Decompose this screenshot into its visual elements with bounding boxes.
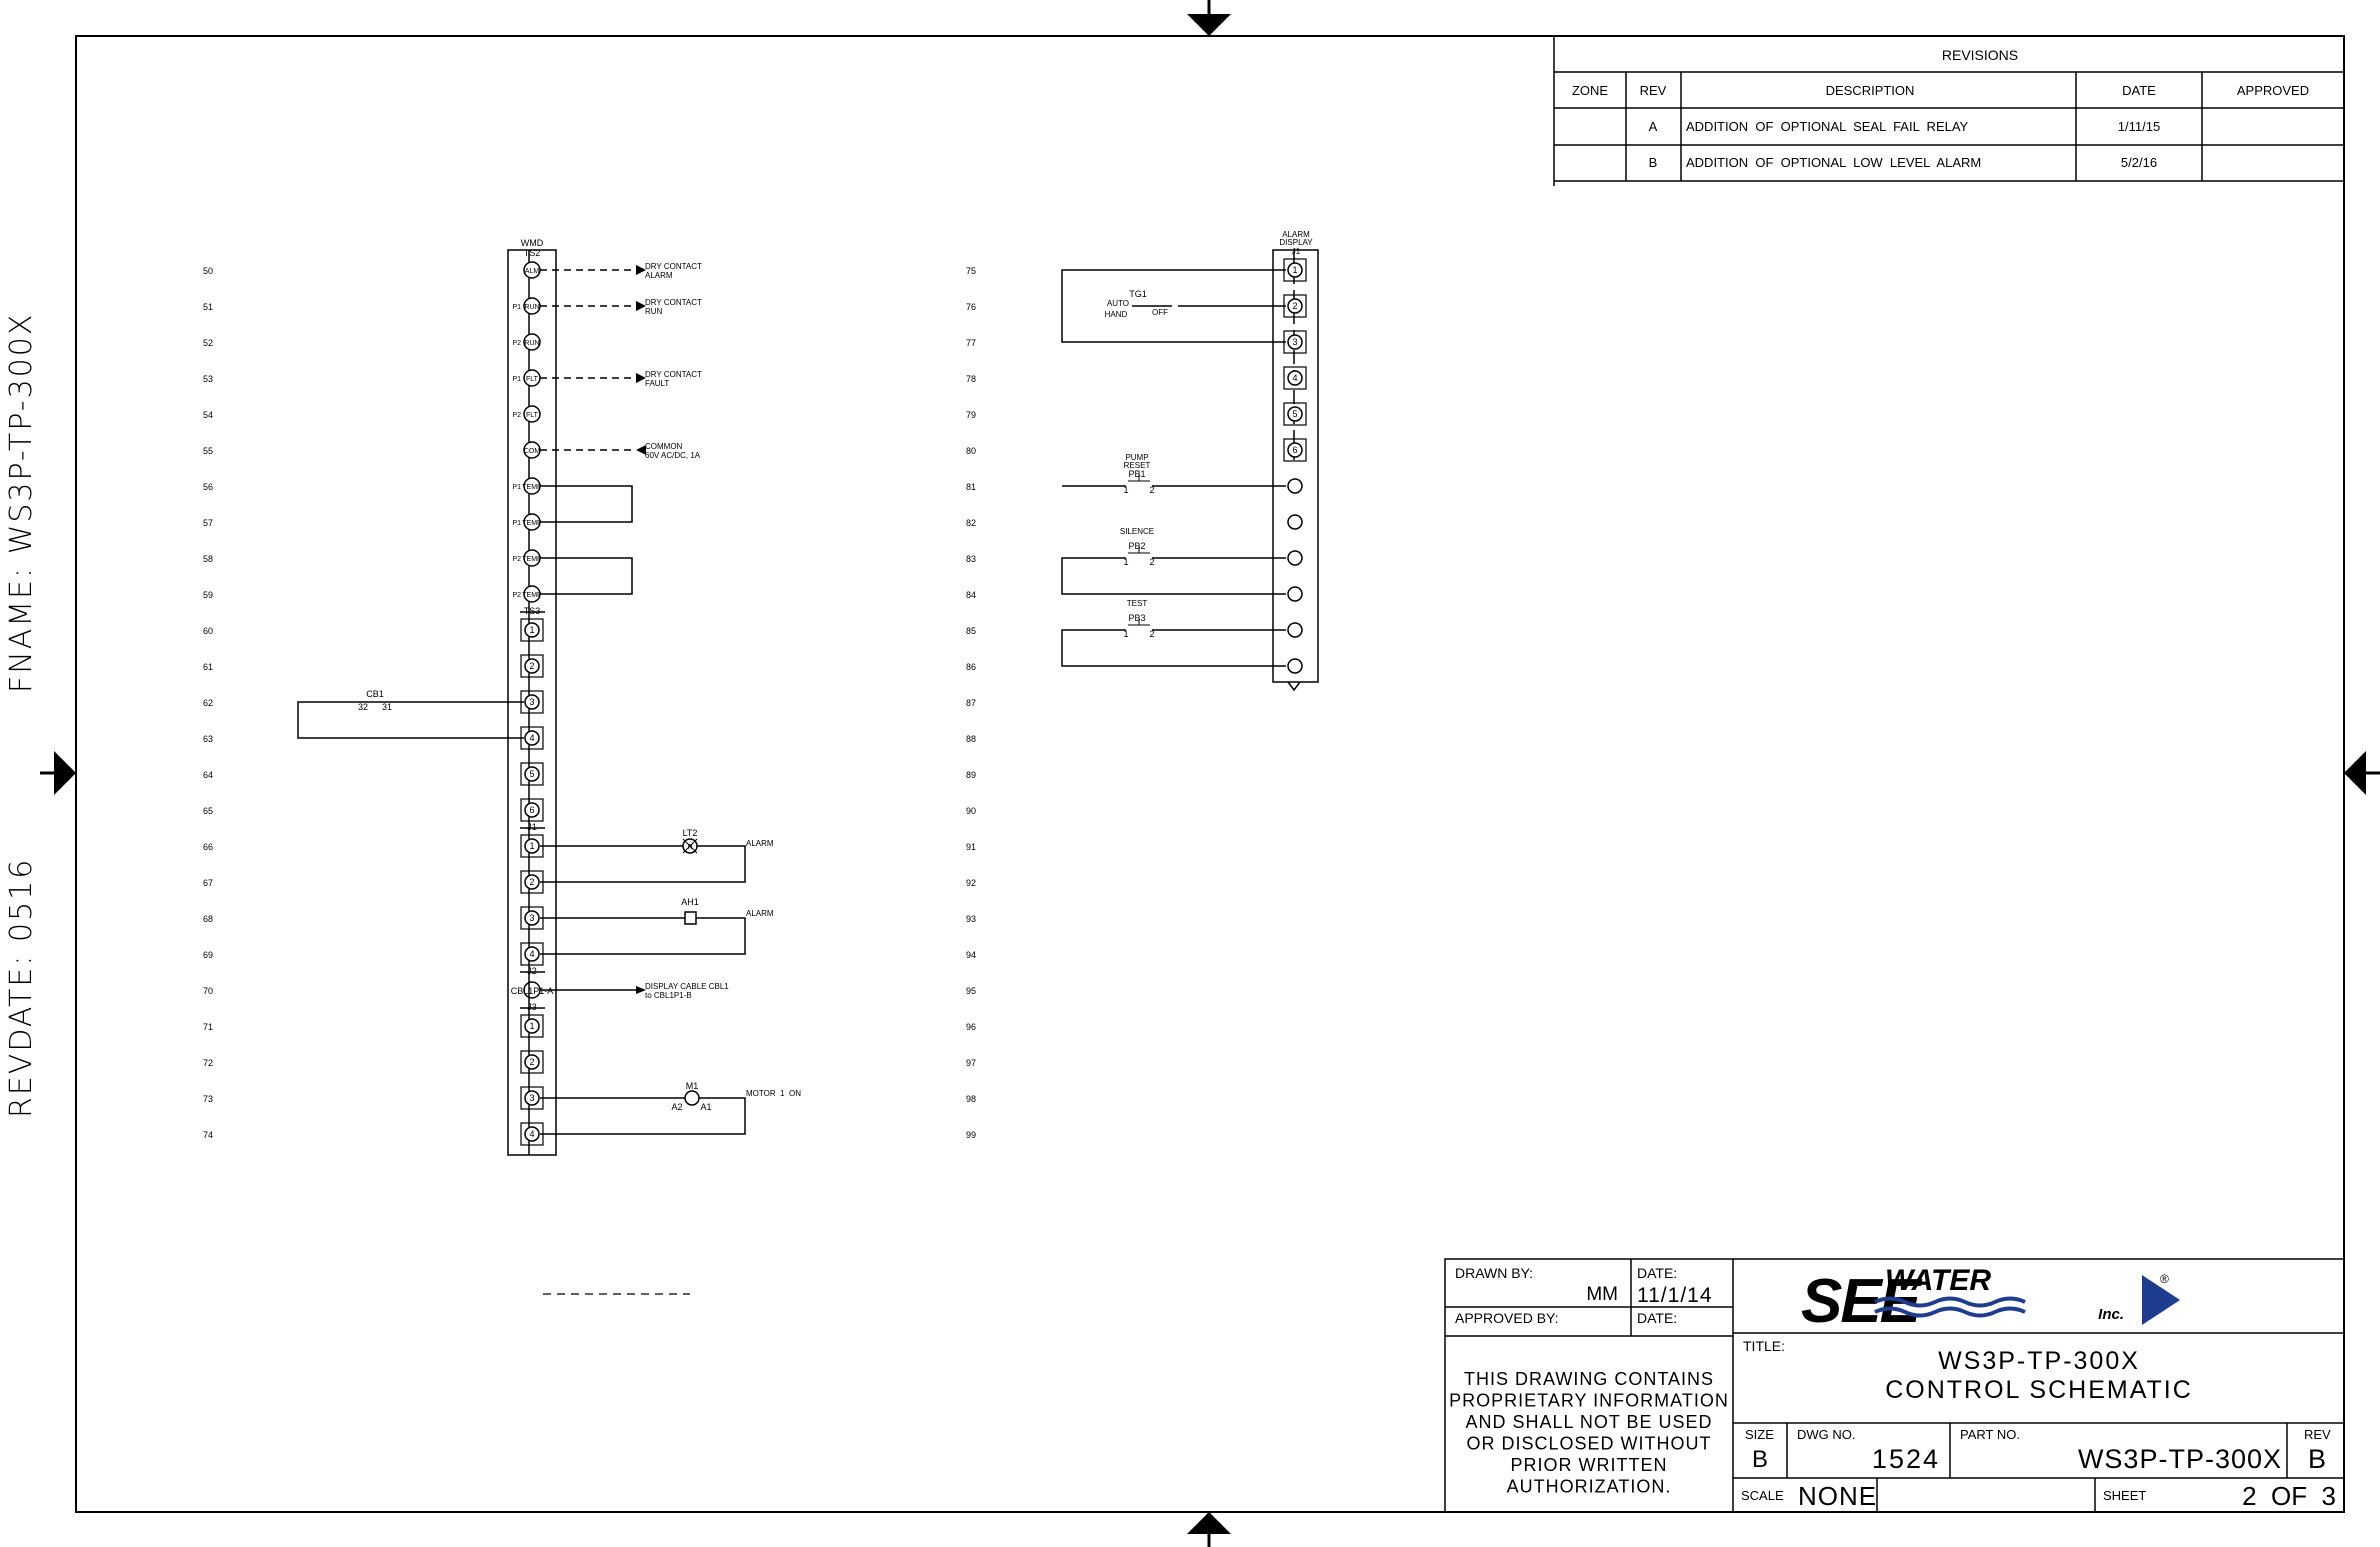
row-number: 78 (965, 374, 977, 384)
rev-row-b-rev: B (1648, 155, 1658, 170)
terminal-number: 3 (529, 913, 535, 923)
revdate-margin-text: REVDATE: 0516 (4, 857, 39, 1118)
title-line-1: WS3P-TP-300X (1938, 1347, 2140, 1375)
open-terminal (1288, 551, 1302, 565)
j2-label: J2 (527, 966, 537, 976)
m1-label: M1 (685, 1081, 699, 1091)
part-no-label: PART NO. (1960, 1427, 2020, 1442)
pb2-caption: SILENCE (1119, 527, 1155, 536)
center-mark-top (1187, 0, 1231, 36)
row-number: 54 (202, 410, 214, 420)
row-number: 92 (965, 878, 977, 888)
pb1-pin-2: 2 (1149, 485, 1155, 495)
terminal-label: RUN (524, 340, 540, 347)
open-terminal (1288, 587, 1302, 601)
seewater-logo (1801, 1264, 2180, 1336)
terminal-label: TEMP (522, 520, 542, 527)
row-number: 65 (202, 806, 214, 816)
common-line1: COMMON (645, 442, 683, 451)
row-number: 86 (965, 662, 977, 672)
open-terminal (1288, 515, 1302, 529)
terminal-number: 4 (529, 733, 535, 743)
row-number: 56 (202, 482, 214, 492)
row-number: 57 (202, 518, 214, 528)
pb2-pin-1: 1 (1123, 557, 1129, 567)
terminal-prefix: P1 (512, 304, 521, 311)
terminal-label: TEMP (522, 592, 542, 599)
row-number: 87 (965, 698, 977, 708)
ah1-label: AH1 (681, 897, 699, 907)
terminal-number: 2 (529, 661, 535, 671)
rev-label: REV (2304, 1427, 2331, 1442)
row-number: 71 (202, 1022, 214, 1032)
logo-inc: Inc. (2098, 1306, 2124, 1323)
row-number: 77 (965, 338, 977, 348)
pb1-caption-line1: PUMP (1125, 453, 1149, 462)
row-number: 67 (202, 878, 214, 888)
row-number: 74 (202, 1130, 214, 1140)
row-number: 89 (965, 770, 977, 780)
row-number: 59 (202, 590, 214, 600)
run-contact-line1: DRY CONTACT (645, 298, 702, 307)
notice-line: OR DISCLOSED WITHOUT (1466, 1433, 1712, 1454)
terminal-number: 1 (529, 1021, 535, 1031)
row-number: 76 (965, 302, 977, 312)
proprietary-notice (1449, 1369, 1729, 1497)
rev-header-date: DATE (2122, 83, 2156, 98)
rev-row-b-date: 5/2/16 (2120, 155, 2158, 170)
j3-label: J3 (527, 1002, 537, 1012)
j2-terminal-label: CBL1P1-A (510, 986, 554, 996)
notice-line: THIS DRAWING CONTAINS (1464, 1369, 1714, 1389)
pb3-pin-2: 2 (1149, 629, 1155, 639)
j3-terminals (521, 1015, 543, 1145)
terminal-label: COM (523, 448, 541, 455)
rev-row-a-rev: A (1648, 119, 1658, 134)
row-number: 73 (202, 1094, 214, 1104)
pb1-pin-1: 1 (1123, 485, 1129, 495)
date-label: DATE: (1637, 1265, 1678, 1281)
terminal-prefix: P1 (512, 520, 521, 527)
j1-terminals (521, 835, 543, 965)
ladder-left-row-numbers (203, 266, 213, 1140)
tg1-auto: AUTO (1106, 299, 1130, 308)
revisions-title: REVISIONS (1941, 47, 2019, 63)
row-number: 96 (965, 1022, 977, 1032)
row-number: 83 (965, 554, 977, 564)
dwg-no-label: DWG NO. (1797, 1427, 1856, 1442)
approved-date-label: DATE: (1637, 1310, 1678, 1326)
row-number: 94 (965, 950, 977, 960)
logo-water: WATER (1884, 1264, 1992, 1297)
notice-line: AND SHALL NOT BE USED (1465, 1412, 1713, 1432)
rev-row-b-description: ADDITION OF OPTIONAL LOW LEVEL ALARM (1686, 155, 1982, 170)
row-number: 53 (202, 374, 214, 384)
rev-value: B (2307, 1444, 2327, 1474)
size-value: B (1751, 1446, 1769, 1473)
open-terminal (1288, 659, 1302, 673)
notice-line: PRIOR WRITTEN (1510, 1455, 1668, 1475)
fname-margin-text: FNAME: WS3P-TP-300X (4, 312, 39, 693)
common-line2: 60V AC/DC, 1A (645, 451, 701, 460)
row-number: 95 (965, 986, 977, 996)
row-number: 80 (965, 446, 977, 456)
pushbutton-wiring (1062, 486, 1286, 666)
row-number: 93 (965, 914, 977, 924)
terminal-number: 1 (529, 841, 535, 851)
pushbutton-gaps (1126, 481, 1155, 635)
display-cable-line1: DISPLAY CABLE CBL1 (645, 982, 729, 991)
terminal-label: FLT (526, 412, 538, 419)
row-number: 58 (202, 554, 214, 564)
row-number: 91 (965, 842, 977, 852)
scale-label: SCALE (1741, 1488, 1784, 1503)
terminal-number: 4 (1292, 373, 1298, 383)
motor-on-text: MOTOR 1 ON (746, 1089, 801, 1098)
sheet-border (76, 36, 2344, 1512)
rev-row-a-description: ADDITION OF OPTIONAL SEAL FAIL RELAY (1686, 119, 1969, 134)
row-number: 85 (965, 626, 977, 636)
ts3-label: TS3 (523, 606, 541, 616)
lt2-mark: R (687, 844, 693, 851)
m1-motor-icon (685, 1091, 699, 1105)
terminal-prefix: P2 (512, 592, 521, 599)
pb3-pin-1: 1 (1123, 629, 1129, 639)
date-value: 11/1/14 (1637, 1284, 1713, 1307)
terminal-number: 4 (529, 949, 535, 959)
rev-header-description: DESCRIPTION (1825, 83, 1915, 98)
lt2-label: LT2 (682, 828, 698, 838)
row-number: 64 (202, 770, 214, 780)
terminal-label: FLT (526, 376, 538, 383)
approved-by-label: APPROVED BY: (1455, 1310, 1559, 1326)
fault-contact-line1: DRY CONTACT (645, 370, 702, 379)
row-number: 98 (965, 1094, 977, 1104)
row-number: 82 (965, 518, 977, 528)
rev-header-rev: REV (1639, 83, 1667, 98)
rev-header-zone: ZONE (1571, 83, 1609, 98)
row-number: 84 (965, 590, 977, 600)
open-terminal (1288, 479, 1302, 493)
sheet-value: 2 OF 3 (2242, 1481, 2336, 1511)
terminal-label: TEMP (522, 556, 542, 563)
terminal-number: 1 (529, 625, 535, 635)
logo-see: SEE (1800, 1267, 1920, 1336)
terminal-label: RUN (524, 304, 540, 311)
size-label: SIZE (1745, 1427, 1774, 1442)
terminal-number: 3 (529, 1093, 535, 1103)
row-number: 81 (965, 482, 977, 492)
terminal-prefix: P1 (512, 376, 521, 383)
drawn-by-label: DRAWN BY: (1455, 1265, 1534, 1281)
terminal-number: 2 (529, 877, 535, 887)
center-mark-bottom (1187, 1512, 1231, 1547)
m1-pin-a1: A1 (700, 1102, 712, 1112)
row-number: 72 (202, 1058, 214, 1068)
terminal-number: 2 (529, 1057, 535, 1067)
row-number: 50 (202, 266, 214, 276)
ts2-header: TS2 (523, 248, 541, 258)
row-number: 69 (202, 950, 214, 960)
part-no-value: WS3P-TP-300X (2077, 1444, 2282, 1474)
row-number: 61 (202, 662, 214, 672)
ts2-header-top: WMD (520, 238, 544, 248)
lt2-alarm-text: ALARM (746, 839, 774, 848)
terminal-label: TEMP (522, 484, 542, 491)
m1-pin-a2: A2 (671, 1102, 683, 1112)
terminal-number: 6 (529, 805, 535, 815)
row-number: 62 (202, 698, 214, 708)
fault-contact-line2: FAULT (645, 379, 670, 388)
row-number: 90 (965, 806, 977, 816)
j1-label: J1 (527, 822, 537, 832)
dry-contact-wiring (540, 270, 636, 450)
tg1-hand: HAND (1104, 310, 1128, 319)
cb1-circuit (298, 702, 524, 738)
terminal-number: 4 (529, 1129, 535, 1139)
row-number: 79 (965, 410, 977, 420)
terminal-number: 2 (1292, 301, 1298, 311)
alarm-display-header-line1: ALARM (1282, 230, 1310, 239)
row-number: 88 (965, 734, 977, 744)
temp-loops (540, 486, 632, 594)
row-number: 99 (965, 1130, 977, 1140)
terminal-prefix: P2 (512, 412, 521, 419)
row-number: 55 (202, 446, 214, 456)
ah1-alarm-text: ALARM (746, 909, 774, 918)
center-mark-left (40, 751, 76, 795)
terminal-prefix: P1 (512, 484, 521, 491)
right-open-terminals (1288, 479, 1302, 673)
terminal-number: 6 (1292, 445, 1298, 455)
motor-wiring (540, 1098, 745, 1134)
row-number: 97 (965, 1058, 977, 1068)
dry-contact-arrows (636, 265, 646, 455)
logo-registered: ® (2160, 1272, 2169, 1286)
rev-header-approved: APPROVED (2236, 83, 2310, 98)
pb3-caption: TEST (1126, 599, 1148, 608)
j1-alarm-wiring (540, 846, 745, 954)
terminal-label: ALM (524, 268, 540, 275)
pb2-tag: PB2 (1128, 541, 1146, 551)
pb1-caption-line2: RESET (1123, 461, 1151, 470)
display-cable-line2: to CBL1P1-B (645, 991, 692, 1000)
row-number: 66 (202, 842, 214, 852)
rev-row-a-date: 1/11/15 (2117, 119, 2161, 134)
title-line-2: CONTROL SCHEMATIC (1885, 1376, 2193, 1404)
row-number: 51 (202, 302, 214, 312)
ah1-horn-icon (685, 912, 696, 924)
alarm-contact-line2: ALARM (645, 271, 673, 280)
alarm-contact-line1: DRY CONTACT (645, 262, 702, 271)
pb3-tag: PB3 (1128, 613, 1146, 623)
ts2-terminals (512, 262, 542, 602)
title-label: TITLE: (1743, 1338, 1786, 1354)
row-number: 52 (202, 338, 214, 348)
scale-value: NONE (1798, 1481, 1878, 1511)
row-number: 75 (965, 266, 977, 276)
ladder-right-row-numbers (966, 266, 976, 1140)
terminal-number: 5 (529, 769, 535, 779)
terminal-number: 1 (1292, 265, 1298, 275)
dwg-no-value: 1524 (1871, 1444, 1940, 1474)
row-number: 70 (202, 986, 214, 996)
cb1-label: CB1 (366, 689, 384, 699)
alarm-display-header-line2: DISPLAY (1279, 238, 1313, 247)
terminal-prefix: P2 (512, 340, 521, 347)
tg1-wiring (1062, 270, 1286, 342)
center-mark-right (2344, 751, 2380, 795)
right-j1-label: J1 (1291, 247, 1301, 256)
row-number: 63 (202, 734, 214, 744)
sheet-label: SHEET (2103, 1488, 2147, 1503)
row-number: 68 (202, 914, 214, 924)
terminal-number: 3 (529, 697, 535, 707)
notice-line: AUTHORIZATION. (1506, 1476, 1672, 1497)
pb1-tag: PB1 (1128, 469, 1146, 479)
drawn-by-value: MM (1586, 1284, 1618, 1305)
run-contact-line2: RUN (645, 307, 663, 316)
ts3-terminals (521, 619, 543, 821)
right-j1-terminals (1284, 259, 1306, 461)
row-number: 60 (202, 626, 214, 636)
cb1-pin-31: 31 (381, 702, 393, 712)
open-terminal (1288, 623, 1302, 637)
terminal-prefix: P2 (512, 556, 521, 563)
pb2-pin-2: 2 (1149, 557, 1155, 567)
terminal-number: 3 (1292, 337, 1298, 347)
tg1-label: TG1 (1129, 289, 1147, 299)
terminal-number: 5 (1292, 409, 1298, 419)
cb1-pin-32: 32 (357, 702, 369, 712)
tg1-off: OFF (1152, 308, 1168, 317)
notice-line: PROPRIETARY INFORMATION (1449, 1390, 1729, 1411)
